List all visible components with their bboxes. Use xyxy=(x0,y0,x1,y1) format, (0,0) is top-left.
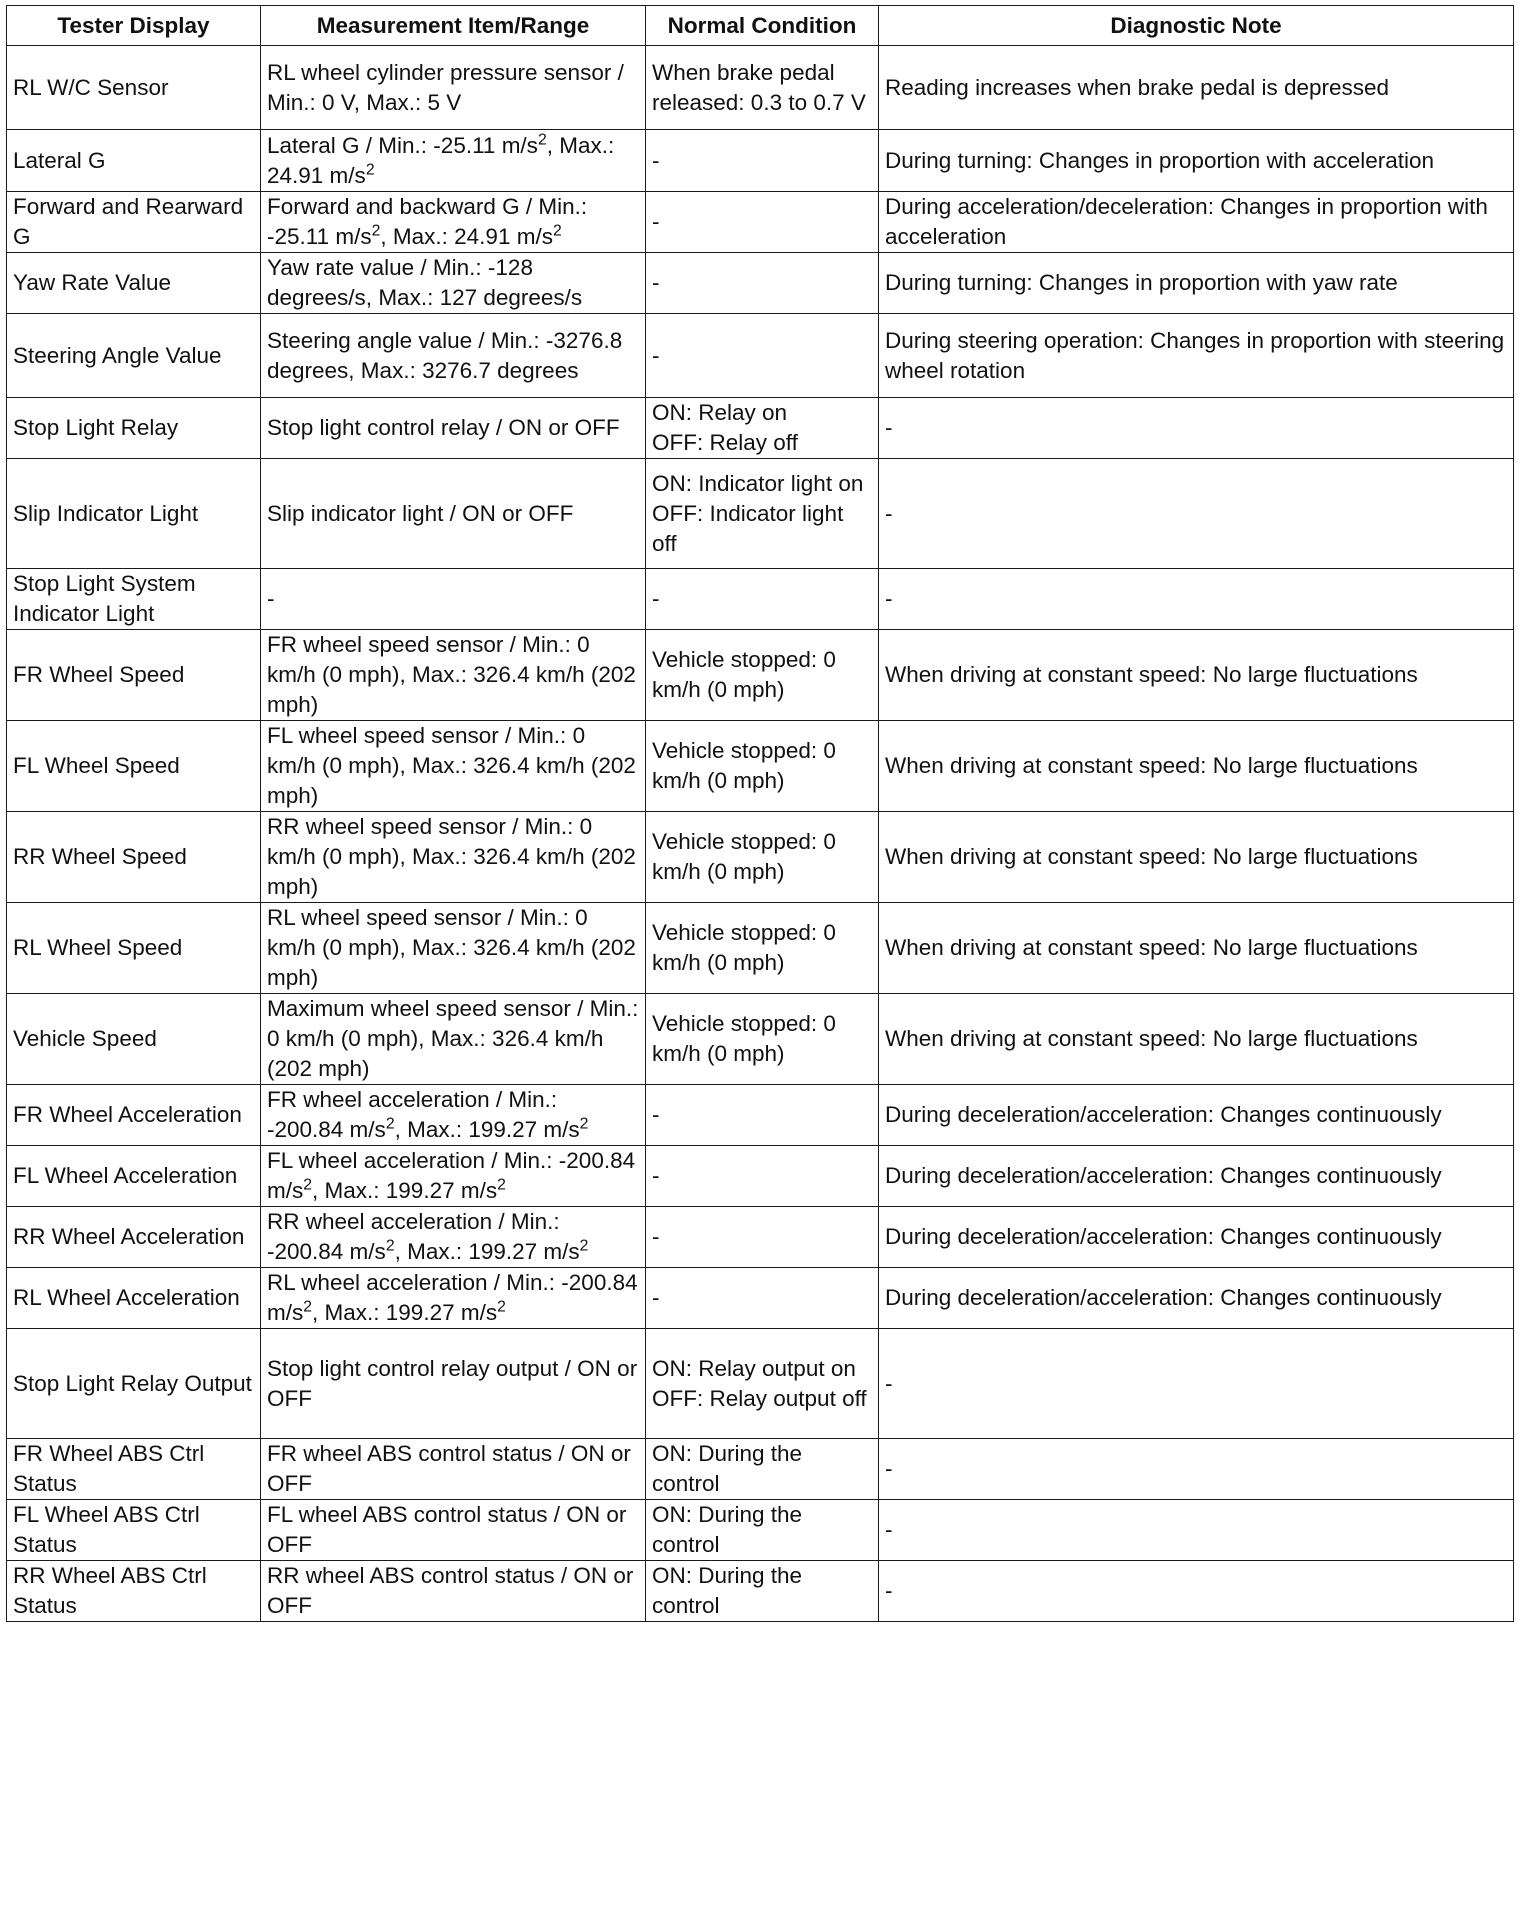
table-row xyxy=(7,1268,1514,1329)
tester-display-cell: RR Wheel Acceleration xyxy=(7,1207,261,1268)
diagnostic-note-cell: During deceleration/acceleration: Changes continuously xyxy=(879,1146,1514,1207)
measurement-range-cell: RR wheel speed sensor / Min.: 0 km/h (0 mph), Max.: 326.4 km/h (202 mph) xyxy=(261,812,646,903)
diagnostic-note-cell: - xyxy=(879,1500,1514,1561)
measurement-range-cell: RL wheel speed sensor / Min.: 0 km/h (0 mph), Max.: 326.4 km/h (202 mph) xyxy=(261,903,646,994)
diagnostic-note-cell: During deceleration/acceleration: Changes continuously xyxy=(879,1207,1514,1268)
normal-condition-cell: - xyxy=(646,253,879,314)
measurement-range-cell: Stop light control relay output / ON or OFF xyxy=(261,1329,646,1439)
diagnostic-note-cell: When driving at constant speed: No large fluctuations xyxy=(879,630,1514,721)
measurement-range-cell: Maximum wheel speed sensor / Min.: 0 km/h (0 mph), Max.: 326.4 km/h (202 mph) xyxy=(261,994,646,1085)
tester-display-cell: Lateral G xyxy=(7,130,261,192)
tester-display-cell: Vehicle Speed xyxy=(7,994,261,1085)
normal-condition-cell: ON: Relay output on OFF: Relay output off xyxy=(646,1329,879,1439)
table-row xyxy=(7,1329,1514,1439)
table-body xyxy=(7,46,1514,1622)
measurement-range-cell: FL wheel acceleration / Min.: -200.84 $m/s^2$, Max.: 199.27 $m/s^2$ xyxy=(261,1146,646,1207)
table-row xyxy=(7,569,1514,630)
tester-display-cell: FL Wheel Speed xyxy=(7,721,261,812)
diagnostic-note-cell: Reading increases when brake pedal is depressed xyxy=(879,46,1514,130)
table-row xyxy=(7,721,1514,812)
table-row xyxy=(7,630,1514,721)
measurement-range-cell: Slip indicator light / ON or OFF xyxy=(261,459,646,569)
diagnostic-note-cell: - xyxy=(879,398,1514,459)
measurement-range-cell: Stop light control relay / ON or OFF xyxy=(261,398,646,459)
measurement-range-cell: FR wheel speed sensor / Min.: 0 km/h (0 mph), Max.: 326.4 km/h (202 mph) xyxy=(261,630,646,721)
tester-display-cell: RR Wheel Speed xyxy=(7,812,261,903)
table-row xyxy=(7,253,1514,314)
tester-display-cell: RR Wheel ABS Ctrl Status xyxy=(7,1561,261,1622)
table-row xyxy=(7,398,1514,459)
diagnostic-note-cell: During steering operation: Changes in proportion with steering wheel rotation xyxy=(879,314,1514,398)
normal-condition-cell: Vehicle stopped: 0 km/h (0 mph) xyxy=(646,903,879,994)
tester-display-cell: Forward and Rearward G xyxy=(7,192,261,253)
normal-condition-cell: - xyxy=(646,314,879,398)
diagnostic-note-cell: During deceleration/acceleration: Changes continuously xyxy=(879,1085,1514,1146)
header-normal-condition: Normal Condition xyxy=(646,6,879,46)
header-diagnostic-note: Diagnostic Note xyxy=(879,6,1514,46)
table-row xyxy=(7,314,1514,398)
diagnostic-note-cell: - xyxy=(879,459,1514,569)
header-measurement-item-range: Measurement Item/Range xyxy=(261,6,646,46)
measurement-range-cell: RL wheel cylinder pressure sensor / Min.: 0 V, Max.: 5 V xyxy=(261,46,646,130)
tester-display-cell: RL Wheel Speed xyxy=(7,903,261,994)
table-row xyxy=(7,1561,1514,1622)
diagnostic-note-cell: - xyxy=(879,1439,1514,1500)
table-row xyxy=(7,1500,1514,1561)
measurement-range-cell: Forward and backward G / Min.: -25.11 $m/s^2$, Max.: 24.91 $m/s^2$ xyxy=(261,192,646,253)
normal-condition-cell: - xyxy=(646,1146,879,1207)
tester-display-cell: RL Wheel Acceleration xyxy=(7,1268,261,1329)
measurement-range-cell: FR wheel acceleration / Min.: -200.84 $m/s^2$, Max.: 199.27 $m/s^2$ xyxy=(261,1085,646,1146)
normal-condition-cell: When brake pedal released: 0.3 to 0.7 V xyxy=(646,46,879,130)
tester-display-cell: FR Wheel Speed xyxy=(7,630,261,721)
table-header-row xyxy=(7,6,1514,46)
diagnostic-note-cell: When driving at constant speed: No large fluctuations xyxy=(879,812,1514,903)
table-row xyxy=(7,1146,1514,1207)
normal-condition-cell: ON: During the control xyxy=(646,1561,879,1622)
tester-display-cell: FL Wheel Acceleration xyxy=(7,1146,261,1207)
normal-condition-cell: ON: Indicator light on OFF: Indicator light off xyxy=(646,459,879,569)
diagnostic-note-cell: During turning: Changes in proportion with yaw rate xyxy=(879,253,1514,314)
diagnostic-note-cell: When driving at constant speed: No large fluctuations xyxy=(879,994,1514,1085)
table-row xyxy=(7,130,1514,192)
measurement-range-cell: RR wheel ABS control status / ON or OFF xyxy=(261,1561,646,1622)
normal-condition-cell: ON: During the control xyxy=(646,1500,879,1561)
table-row xyxy=(7,46,1514,130)
tester-display-cell: Yaw Rate Value xyxy=(7,253,261,314)
normal-condition-cell: Vehicle stopped: 0 km/h (0 mph) xyxy=(646,630,879,721)
normal-condition-cell: ON: During the control xyxy=(646,1439,879,1500)
table-row xyxy=(7,459,1514,569)
normal-condition-cell: - xyxy=(646,1085,879,1146)
normal-condition-cell: Vehicle stopped: 0 km/h (0 mph) xyxy=(646,812,879,903)
diagnostic-note-cell: During deceleration/acceleration: Changes continuously xyxy=(879,1268,1514,1329)
table-row xyxy=(7,994,1514,1085)
header-tester-display: Tester Display xyxy=(7,6,261,46)
table-row xyxy=(7,812,1514,903)
tester-display-cell: Steering Angle Value xyxy=(7,314,261,398)
measurement-range-cell: Lateral G / Min.: -25.11 $m/s^2$, Max.: 24.91 $m/s^2$ xyxy=(261,130,646,192)
normal-condition-cell: - xyxy=(646,1207,879,1268)
normal-condition-cell: ON: Relay on OFF: Relay off xyxy=(646,398,879,459)
table-row xyxy=(7,192,1514,253)
tester-display-cell: Stop Light Relay xyxy=(7,398,261,459)
tester-display-cell: RL W/C Sensor xyxy=(7,46,261,130)
measurement-range-cell: FL wheel ABS control status / ON or OFF xyxy=(261,1500,646,1561)
table-row xyxy=(7,1439,1514,1500)
normal-condition-cell: Vehicle stopped: 0 km/h (0 mph) xyxy=(646,721,879,812)
diagnostic-data-table xyxy=(6,5,1514,1622)
table-row xyxy=(7,1207,1514,1268)
diagnostic-note-cell: During acceleration/deceleration: Changes in proportion with acceleration xyxy=(879,192,1514,253)
measurement-range-cell: FL wheel speed sensor / Min.: 0 km/h (0 mph), Max.: 326.4 km/h (202 mph) xyxy=(261,721,646,812)
tester-display-cell: Slip Indicator Light xyxy=(7,459,261,569)
diagnostic-note-cell: When driving at constant speed: No large fluctuations xyxy=(879,721,1514,812)
normal-condition-cell: - xyxy=(646,1268,879,1329)
normal-condition-cell: Vehicle stopped: 0 km/h (0 mph) xyxy=(646,994,879,1085)
table-row xyxy=(7,1085,1514,1146)
tester-display-cell: Stop Light System Indicator Light xyxy=(7,569,261,630)
measurement-range-cell: Steering angle value / Min.: -3276.8 degrees, Max.: 3276.7 degrees xyxy=(261,314,646,398)
measurement-range-cell: - xyxy=(261,569,646,630)
measurement-range-cell: RL wheel acceleration / Min.: -200.84 $m/s^2$, Max.: 199.27 $m/s^2$ xyxy=(261,1268,646,1329)
tester-display-cell: FL Wheel ABS Ctrl Status xyxy=(7,1500,261,1561)
measurement-range-cell: FR wheel ABS control status / ON or OFF xyxy=(261,1439,646,1500)
diagnostic-note-cell: When driving at constant speed: No large fluctuations xyxy=(879,903,1514,994)
diagnostic-note-cell: - xyxy=(879,1329,1514,1439)
normal-condition-cell: - xyxy=(646,569,879,630)
diagnostic-note-cell: - xyxy=(879,569,1514,630)
table-row xyxy=(7,903,1514,994)
diagnostic-note-cell: - xyxy=(879,1561,1514,1622)
tester-display-cell: FR Wheel ABS Ctrl Status xyxy=(7,1439,261,1500)
normal-condition-cell: - xyxy=(646,130,879,192)
tester-display-cell: FR Wheel Acceleration xyxy=(7,1085,261,1146)
measurement-range-cell: Yaw rate value / Min.: -128 degrees/s, Max.: 127 degrees/s xyxy=(261,253,646,314)
normal-condition-cell: - xyxy=(646,192,879,253)
diagnostic-note-cell: During turning: Changes in proportion with acceleration xyxy=(879,130,1514,192)
tester-display-cell: Stop Light Relay Output xyxy=(7,1329,261,1439)
measurement-range-cell: RR wheel acceleration / Min.: -200.84 $m/s^2$, Max.: 199.27 $m/s^2$ xyxy=(261,1207,646,1268)
